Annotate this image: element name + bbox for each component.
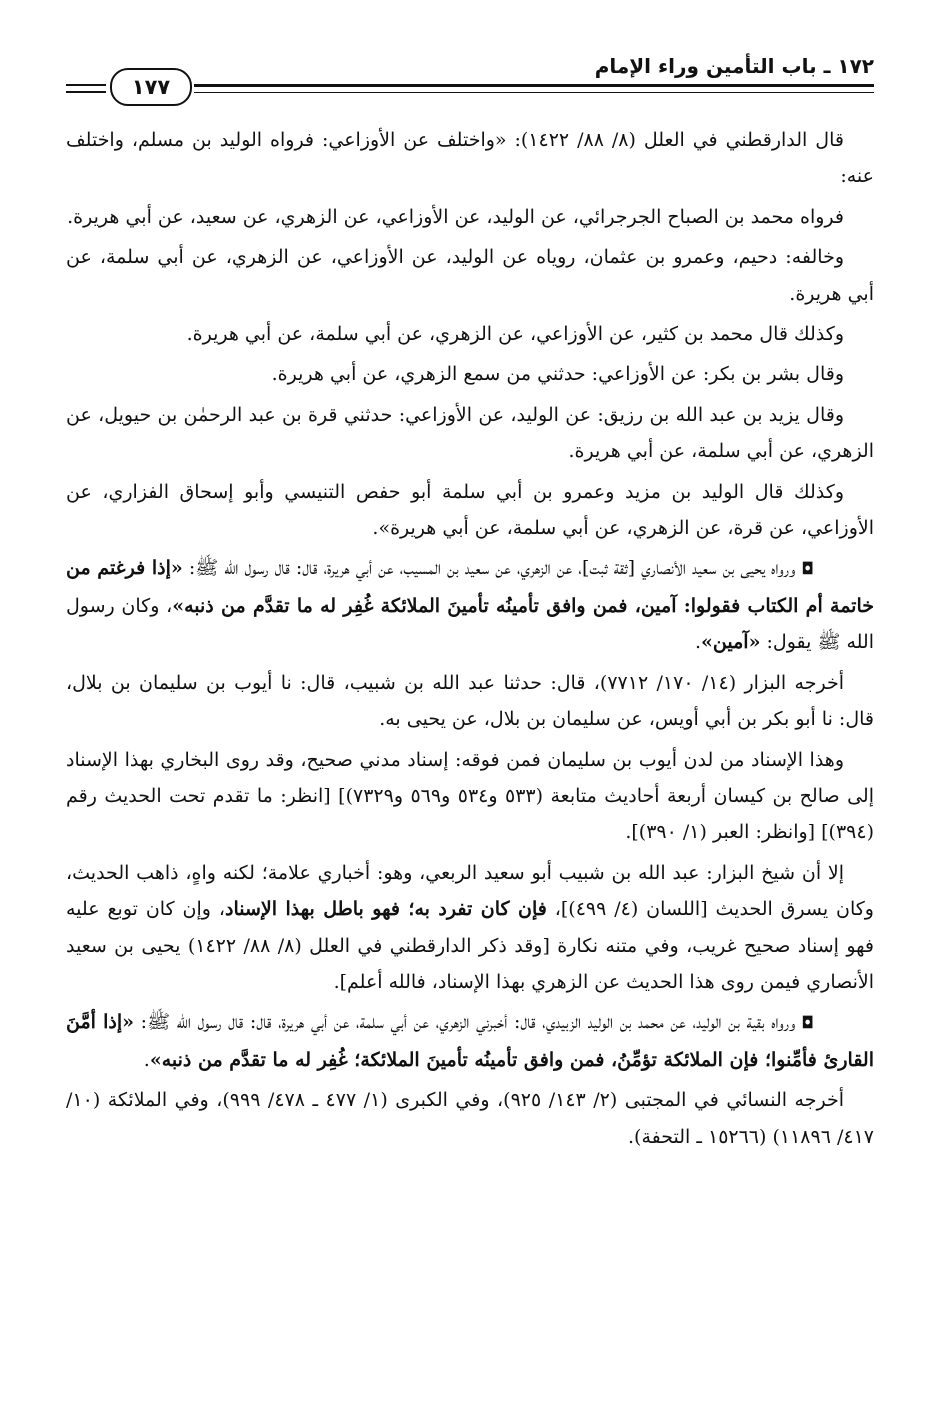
paragraph-11: إلا أن شيخ البزار: عبد الله بن شبيب أبو سعيد الربعي، وهو: أخباري علامة؛ لكنه واهٍ، ذاهب الحديث، وكان يسرق الحديث [اللسان (٤/ ٤٩٩)]، فإن كان تفرد به؛ فهو باطل بهذا الإسناد، وإن كان توبع عليه فهو إسناد صحيح غريب، وفي متنه نكارة [وقد ذكر الدارقطني في العلل (٨/ ٨٨/ ١٤٢٢) يحيى بن سعيد الأنصاري فيمن روى هذا الحديث عن الزهري بهذا الإسناد، فالله أعلم].: [66, 861, 874, 993]
ruling-text: فإن كان تفرد به؛ فهو باطل بهذا الإسناد: [224, 898, 547, 921]
paragraph-7: وكذلك قال الوليد بن مزيد وعمرو بن أبي سلمة أبو حفص التنيسي وأبو إسحاق الفزاري، عن الأوزاعي، عن قرة، عن الزهري، عن أبي سلمة، عن أبي هريرة».: [66, 480, 874, 540]
hadith-text: «إذا أمَّنَ القارئ فأمِّنوا؛ فإن الملائكة تؤمِّنُ، فمن وافق تأمينُه تأمينَ الملائكة؛ غُفِر له ما تقدَّم من ذنبه»: [66, 1011, 874, 1071]
paragraph-9: أخرجه البزار (١٤/ ١٧٠/ ٧٧١٢)، قال: حدثنا عبد الله بن شبيب، قال: نا أيوب بن سليمان بن بلال، قال: نا أبو بكر بن أبي أويس، عن سليمان بن بلال، عن يحيى به.: [66, 671, 874, 731]
page-header: [66, 48, 874, 100]
paragraph-1: قال الدارقطني في العلل (٨/ ٨٨/ ١٤٢٢): «واختلف عن الأوزاعي: فرواه الوليد بن مسلم، واختلف عنه:: [66, 129, 874, 188]
paragraph-4: وكذلك قال محمد بن كثير، عن الأوزاعي، عن الزهري، عن أبي سلمة، عن أبي هريرة.: [186, 323, 844, 346]
page-number: ١٧٧: [110, 68, 192, 106]
bullet-icon: ◘: [801, 559, 814, 579]
paragraph-10: وهذا الإسناد من لدن أيوب بن سليمان فمن فوقه: إسناد مدني صحيح، وقد روى البخاري بهذا الإسناد إلى صالح بن كيسان أربعة أحاديث متابعة (٥٣٣ و٥٣٤ و٥٦٩ و٧٣٢٩)] [انظر: ما تقدم تحت الحديث رقم (٣٩٤)] [وانظر: العبر (١/ ٣٩٠)].: [66, 748, 875, 844]
book-page: [66, 48, 874, 1388]
paragraph-8: ◘ورواه يحيى بن سعيد الأنصاري [ثقة ثبت]، عن الزهري، عن سعيد بن المسيب، عن أبي هريرة، قال: قال رسول الله ﷺ: «إذا فرغتم من خاتمة أم الكتاب فقولوا: آمين، فمن وافق تأمينُه تأمينَ الملائكة غُفِر له ما تقدَّم من ذنبه»، وكان رسول الله ﷺ يقول: «آمين».: [66, 550, 874, 660]
hadith-text: «آمين»: [701, 631, 761, 654]
hadith-text: «إذا فرغتم من خاتمة أم الكتاب فقولوا: آمين، فمن وافق تأمينُه تأمينَ الملائكة غُفِر له ما تقدَّم من ذنبه»: [66, 557, 874, 617]
chapter-title: ١٧٢ ـ باب التأمين وراء الإمام: [594, 54, 874, 78]
paragraph-6: وقال يزيد بن عبد الله بن رزيق: عن الوليد، عن الأوزاعي: حدثني قرة بن عبد الرحمٰن بن حيويل، عن الزهري، عن أبي سلمة، عن أبي هريرة.: [66, 403, 874, 463]
paragraph-13: أخرجه النسائي في المجتبى (٢/ ١٤٣/ ٩٢٥)، وفي الكبرى (١/ ٤٧٧ ـ ٤٧٨/ ٩٩٩)، وفي الملائكة (١٠/ ٤١٧/ ١١٨٩٦) (١٥٢٦٦ ـ التحفة).: [66, 1089, 874, 1148]
header-rule-left: [66, 84, 106, 93]
paragraph-2: فرواه محمد بن الصباح الجرجرائي، عن الوليد، عن الأوزاعي، عن الزهري، عن سعيد، عن أبي هريرة.: [67, 205, 844, 228]
bullet-icon: ◘: [801, 1013, 814, 1033]
paragraph-12: ◘ورواه بقية بن الوليد، عن محمد بن الوليد الزبيدي، قال: أخبرني الزهري، عن أبي سلمة، عن أبي هريرة، قال: قال رسول الله ﷺ: «إذا أمَّنَ القارئ فأمِّنوا؛ فإن الملائكة تؤمِّنُ، فمن وافق تأمينُه تأمينَ الملائكة؛ غُفِر له ما تقدَّم من ذنبه».: [66, 1004, 874, 1078]
body-text: [66, 122, 874, 1155]
paragraph-3: وخالفه: دحيم، وعمرو بن عثمان، روياه عن الوليد، عن الأوزاعي، عن الزهري، عن أبي سلمة، عن أبي هريرة.: [66, 246, 874, 305]
header-rule: [194, 84, 874, 93]
paragraph-5: وقال بشر بن بكر: عن الأوزاعي: حدثني من سمع الزهري، عن أبي هريرة.: [271, 363, 844, 386]
